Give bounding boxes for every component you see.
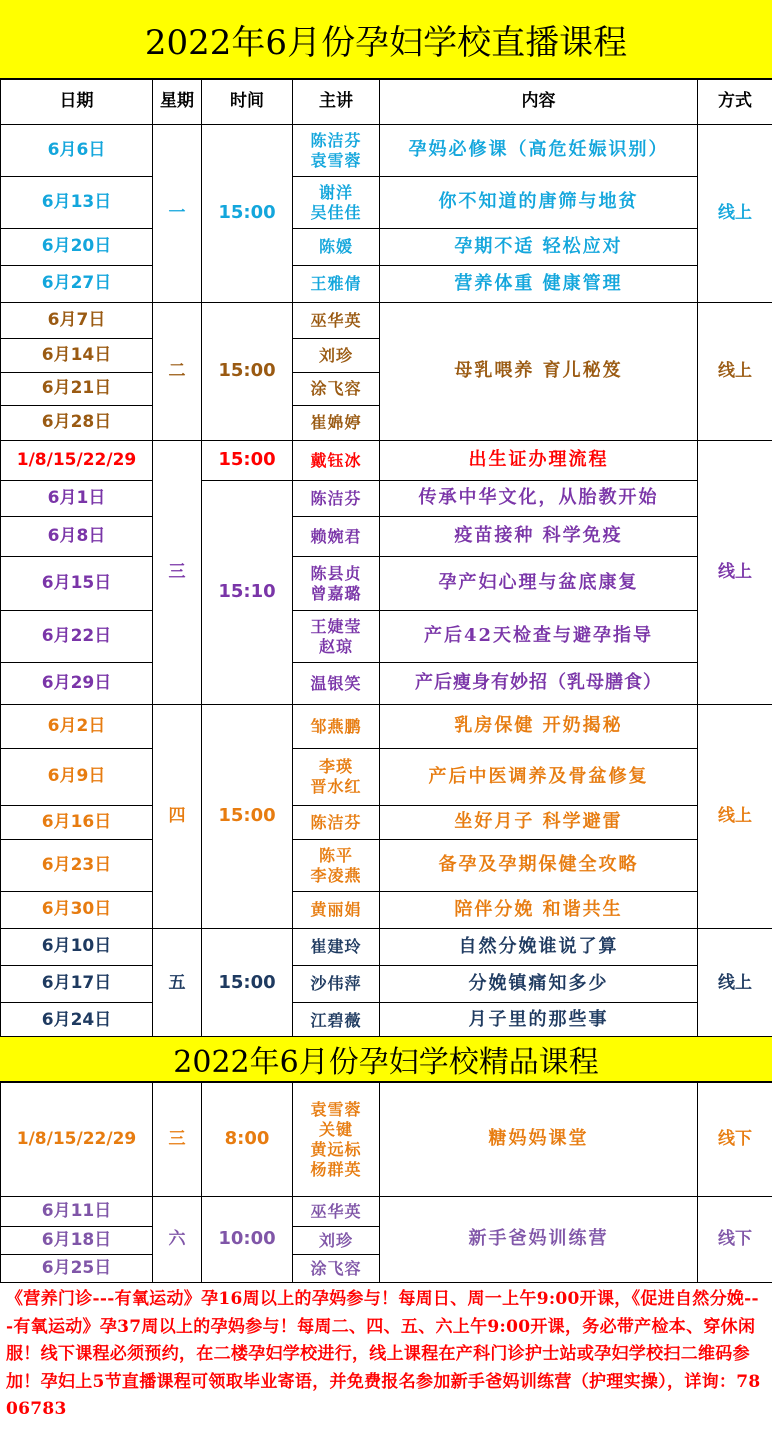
date-cell: 6月13日 xyxy=(1,177,153,229)
time-cell: 15:00 xyxy=(202,929,293,1039)
content-cell: 备孕及孕期保健全攻略 xyxy=(380,840,698,892)
speaker-name: 袁雪蓉 xyxy=(310,150,362,170)
table-row xyxy=(1,929,772,966)
date-cell: 6月22日 xyxy=(1,611,153,663)
content-cell: 分娩镇痛知多少 xyxy=(380,966,698,1003)
content-cell: 自然分娩谁说了算 xyxy=(380,929,698,966)
date-cell: 6月28日 xyxy=(1,406,153,441)
content-cell: 产后42天检查与避孕指导 xyxy=(380,611,698,663)
speaker-cell: 沙伟萍 xyxy=(293,966,380,1003)
speaker-cell xyxy=(293,177,380,229)
table-row xyxy=(1,749,772,806)
speaker-cell: 陈洁芬 xyxy=(293,806,380,840)
table-row xyxy=(1,611,772,663)
table-row xyxy=(1,892,772,929)
speaker-name: 杨群英 xyxy=(310,1159,362,1179)
content-cell: 产后瘦身有妙招（乳母膳食） xyxy=(380,663,698,705)
content-cell: 月子里的那些事 xyxy=(380,1003,698,1039)
speaker-cell: 陈洁芬 xyxy=(293,481,380,517)
time-cell: 15:00 xyxy=(202,303,293,441)
content-cell: 孕期不适 轻松应对 xyxy=(380,229,698,266)
speaker-cell: 巫华英 xyxy=(293,1197,380,1227)
speaker-cell: 崔建玲 xyxy=(293,929,380,966)
weekday-cell: 三 xyxy=(153,1083,202,1197)
table-row xyxy=(1,966,772,1003)
speaker-cell: 崔婂婷 xyxy=(293,406,380,441)
content-cell: 糖妈妈课堂 xyxy=(380,1083,698,1197)
speaker-cell xyxy=(293,557,380,611)
time-cell: 8:00 xyxy=(202,1083,293,1197)
table-row xyxy=(1,1003,772,1039)
speaker-name: 李瑛 xyxy=(318,757,353,776)
speaker-cell xyxy=(293,840,380,892)
header-weekday: 星期 xyxy=(153,80,202,125)
speaker-cell: 戴钰冰 xyxy=(293,441,380,481)
time-cell: 15:00 xyxy=(202,441,293,481)
header-content: 内容 xyxy=(380,80,698,125)
date-cell: 6月10日 xyxy=(1,929,153,966)
date-cell: 6月27日 xyxy=(1,266,153,303)
speaker-name: 陈县贞 xyxy=(310,563,362,583)
content-cell: 母乳喂养 育儿秘笈 xyxy=(380,303,698,441)
weekday-cell: 六 xyxy=(153,1197,202,1283)
speaker-name: 黄远标 xyxy=(310,1139,362,1159)
mode-cell: 线上 xyxy=(698,705,772,929)
date-cell: 6月15日 xyxy=(1,557,153,611)
speaker-cell: 黄丽娟 xyxy=(293,892,380,929)
mode-cell: 线上 xyxy=(698,125,772,303)
content-cell: 新手爸妈训练营 xyxy=(380,1197,698,1283)
speaker-name: 关键 xyxy=(318,1119,353,1139)
mode-cell: 线上 xyxy=(698,929,772,1039)
date-cell: 6月17日 xyxy=(1,966,153,1003)
weekday-cell: 三 xyxy=(153,441,202,705)
speaker-cell: 赖婉君 xyxy=(293,517,380,557)
speaker-name: 袁雪蓉 xyxy=(310,1099,362,1119)
time-cell: 15:00 xyxy=(202,125,293,303)
content-cell: 陪伴分娩 和谐共生 xyxy=(380,892,698,929)
time-cell: 15:10 xyxy=(202,481,293,705)
speaker-name: 曾嘉璐 xyxy=(310,583,362,603)
speaker-name: 陈平 xyxy=(318,845,353,865)
content-cell: 坐好月子 科学避雷 xyxy=(380,806,698,840)
table-row xyxy=(1,229,772,266)
speaker-name: 赵琼 xyxy=(318,636,353,656)
date-cell: 6月7日 xyxy=(1,303,153,339)
content-cell: 营养体重 健康管理 xyxy=(380,266,698,303)
date-cell: 6月1日 xyxy=(1,481,153,517)
speaker-name: 李凌燕 xyxy=(310,865,362,885)
date-cell: 6月11日 xyxy=(1,1197,153,1227)
weekday-cell: 一 xyxy=(153,125,202,303)
date-cell: 6月23日 xyxy=(1,840,153,892)
speaker-name: 晋水红 xyxy=(310,777,362,796)
content-cell: 疫苗接种 科学免疫 xyxy=(380,517,698,557)
table-row xyxy=(1,303,772,339)
speaker-cell: 涂飞容 xyxy=(293,1255,380,1283)
header-speaker: 主讲 xyxy=(293,80,380,125)
date-cell: 6月14日 xyxy=(1,339,153,373)
weekday-cell: 四 xyxy=(153,705,202,929)
notice-text: 《营养门诊---有氧运动》孕16周以上的孕妈参与！每周日、周一上午9:00开课，《促进自然分娩---有氧运动》孕37周以上的孕妈参与！每周二、四、五、六上午9:00开课，务必带产检本、穿休闲服！线下课程必须预约，在二楼孕妇学校进行，线上课程在产科门诊护士站或孕妇学校扫二维码参加！孕妇上5节直播课程可领取毕业寄语，并免费报名参加新手爸妈训练营（护理实操），详询：7806783 xyxy=(0,1282,772,1447)
table-row xyxy=(1,441,772,481)
mode-cell: 线下 xyxy=(698,1083,772,1197)
speaker-cell: 刘珍 xyxy=(293,1227,380,1255)
speaker-name: 王婕莹 xyxy=(310,616,362,636)
speaker-name: 谢洋 xyxy=(318,182,353,202)
speaker-cell xyxy=(293,125,380,177)
mode-cell: 线下 xyxy=(698,1197,772,1283)
table-row xyxy=(1,517,772,557)
date-cell: 6月29日 xyxy=(1,663,153,705)
content-cell: 你不知道的唐筛与地贫 xyxy=(380,177,698,229)
live-course-table xyxy=(0,79,772,1039)
table-row xyxy=(1,840,772,892)
speaker-name: 陈洁芬 xyxy=(310,130,362,150)
date-cell: 6月20日 xyxy=(1,229,153,266)
content-cell: 乳房保健 开奶揭秘 xyxy=(380,705,698,749)
table-row xyxy=(1,806,772,840)
speaker-cell xyxy=(293,611,380,663)
speaker-cell xyxy=(293,749,380,806)
quality-course-title: 2022年6月份孕妇学校精品课程 xyxy=(0,1036,772,1082)
speaker-cell: 刘珍 xyxy=(293,339,380,373)
time-cell: 15:00 xyxy=(202,705,293,929)
date-cell: 6月16日 xyxy=(1,806,153,840)
content-cell: 孕妈必修课（高危妊娠识别） xyxy=(380,125,698,177)
content-cell: 传承中华文化，从胎教开始 xyxy=(380,481,698,517)
table-row xyxy=(1,557,772,611)
speaker-cell: 涂飞容 xyxy=(293,373,380,406)
date-cell: 1/8/15/22/29 xyxy=(1,1083,153,1197)
speaker-name: 吴佳佳 xyxy=(310,202,362,222)
content-cell: 孕产妇心理与盆底康复 xyxy=(380,557,698,611)
time-cell: 10:00 xyxy=(202,1197,293,1283)
header-time: 时间 xyxy=(202,80,293,125)
table-row xyxy=(1,1197,772,1227)
mode-cell: 线上 xyxy=(698,441,772,705)
header-row xyxy=(1,80,772,125)
date-cell: 6月18日 xyxy=(1,1227,153,1255)
speaker-cell: 王雅倩 xyxy=(293,266,380,303)
table-row xyxy=(1,266,772,303)
speaker-cell: 江碧薇 xyxy=(293,1003,380,1039)
table-row xyxy=(1,1083,772,1197)
speaker-cell: 温银笑 xyxy=(293,663,380,705)
date-cell: 1/8/15/22/29 xyxy=(1,441,153,481)
table-row xyxy=(1,663,772,705)
mode-cell: 线上 xyxy=(698,303,772,441)
table-row xyxy=(1,125,772,177)
date-cell: 6月6日 xyxy=(1,125,153,177)
date-cell: 6月8日 xyxy=(1,517,153,557)
date-cell: 6月21日 xyxy=(1,373,153,406)
date-cell: 6月25日 xyxy=(1,1255,153,1283)
speaker-cell: 邹燕鹏 xyxy=(293,705,380,749)
content-cell: 出生证办理流程 xyxy=(380,441,698,481)
date-cell: 6月24日 xyxy=(1,1003,153,1039)
speaker-cell: 巫华英 xyxy=(293,303,380,339)
table-row xyxy=(1,705,772,749)
header-mode: 方式 xyxy=(698,80,772,125)
content-cell: 产后中医调养及骨盆修复 xyxy=(380,749,698,806)
header-date: 日期 xyxy=(1,80,153,125)
quality-course-table xyxy=(0,1082,772,1283)
table-row xyxy=(1,177,772,229)
weekday-cell: 五 xyxy=(153,929,202,1039)
speaker-cell: 陈媛 xyxy=(293,229,380,266)
date-cell: 6月2日 xyxy=(1,705,153,749)
weekday-cell: 二 xyxy=(153,303,202,441)
live-course-title: 2022年6月份孕妇学校直播课程 xyxy=(0,0,772,79)
table-row xyxy=(1,481,772,517)
date-cell: 6月9日 xyxy=(1,749,153,806)
speaker-cell xyxy=(293,1083,380,1197)
date-cell: 6月30日 xyxy=(1,892,153,929)
